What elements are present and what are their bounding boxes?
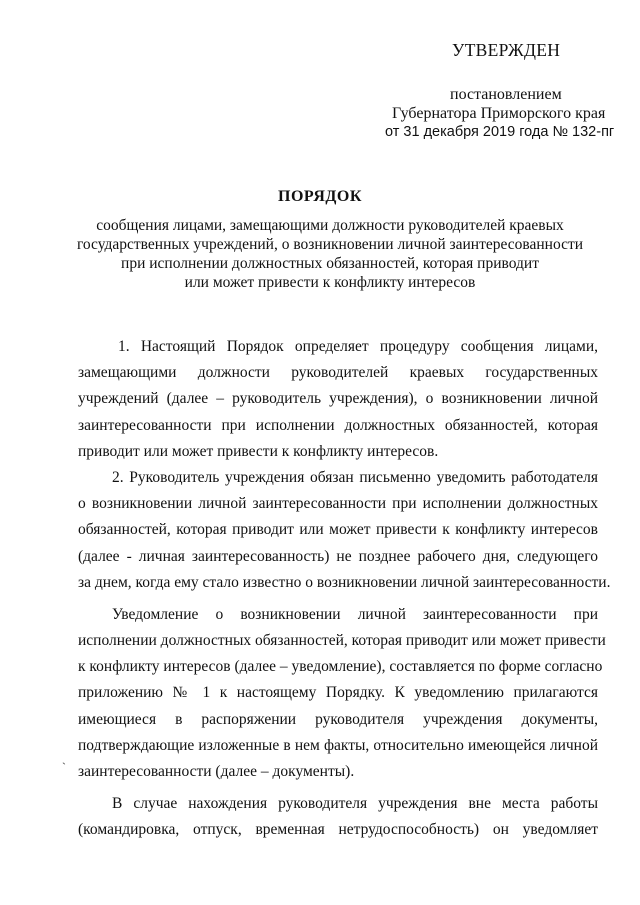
subtitle-line: или может привести к конфликту интересов — [184, 274, 476, 291]
paragraph-2-line: 2. Руководитель учреждения обязан письменно уведомить работодателя — [112, 468, 598, 486]
paragraph-3-line: подтверждающие изложенные в нем факты, относительно имеющейся личной — [78, 736, 598, 754]
paragraph-1-line: заинтересованности при исполнении должностных обязанностей, которая — [78, 416, 598, 434]
paragraph-4-line: В случае нахождения руководителя учреждения вне места работы — [112, 795, 598, 813]
paragraph-3-line: заинтересованности (далее – документы). — [78, 763, 355, 780]
approved-by-governor: Губернатора Приморского края — [392, 105, 606, 122]
approved-by-label: постановлением — [450, 86, 562, 103]
approved-heading: УТВЕРЖДЕН — [452, 40, 561, 60]
paragraph-2-line: о возникновении личной заинтересованности при исполнении должностных — [78, 495, 598, 513]
paragraph-2-line: обязанностей, которая приводит или может привести к конфликту интересов — [78, 521, 598, 539]
paragraph-4-line: (командировка, отпуск, временная нетрудоспособность) он уведомляет — [78, 821, 598, 839]
paragraph-3-line: приложению № 1 к настоящему Порядку. К уведомлению прилагаются — [78, 684, 598, 702]
paragraph-1-line: учреждений (далее – руководитель учреждения), о возникновении личной — [78, 390, 598, 408]
subtitle-line: сообщения лицами, замещающими должности руководителей краевых — [96, 217, 564, 234]
paragraph-1-line: 1. Настоящий Порядок определяет процедуру сообщения лицами, — [118, 338, 598, 355]
paragraph-3-line: имеющиеся в распоряжении руководителя учреждения документы, — [78, 710, 598, 728]
scan-artifact-mark: ` — [62, 760, 66, 774]
paragraph-2-line: (далее - личная заинтересованность) не позднее рабочего дня, следующего — [78, 547, 598, 565]
paragraph-3-line: к конфликту интересов (далее – уведомление), составляется по форме согласно — [78, 658, 603, 676]
document-subtitle — [60, 216, 600, 292]
paragraph-3-line: исполнении должностных обязанностей, которая приводит или может привести — [78, 632, 606, 650]
document-title: ПОРЯДОК — [278, 188, 362, 205]
paragraph-1-line: замещающими должности руководителей краевых государственных — [78, 364, 598, 382]
subtitle-line: при исполнении должностных обязанностей, которая приводит — [121, 255, 539, 272]
paragraph-3-line: Уведомление о возникновении личной заинтересованности при — [112, 605, 598, 623]
approval-date-number: от 31 декабря 2019 года № 132-пг — [385, 124, 615, 140]
paragraph-1-line: приводит или может привести к конфликту интересов. — [78, 442, 439, 460]
document-body — [78, 334, 611, 844]
paragraph-2-line: за днем, когда ему стало известно о возникновении личной заинтересованности. — [78, 573, 611, 591]
subtitle-line: государственных учреждений, о возникновении личной заинтересованности — [76, 236, 584, 253]
